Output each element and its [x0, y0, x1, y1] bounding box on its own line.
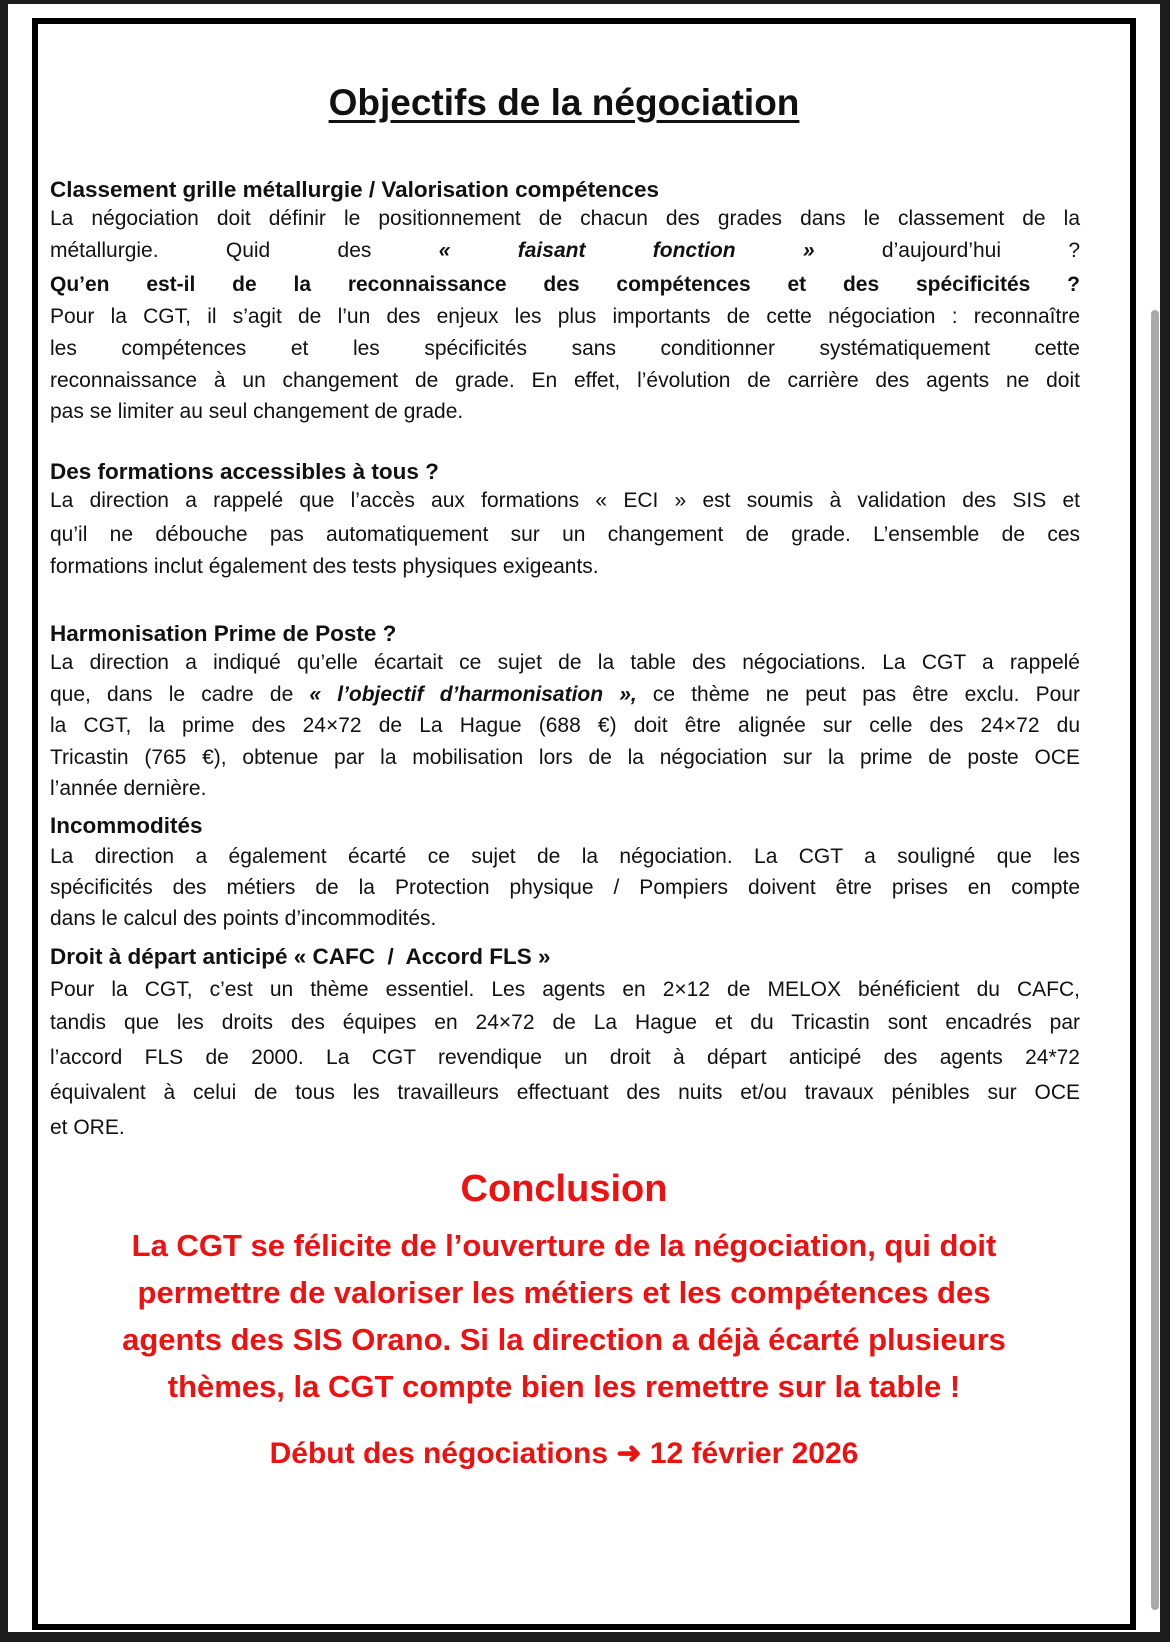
- paragraph-line: les compétences et les spécificités sans conditionner systématiquement cette: [50, 337, 1080, 360]
- date-label: Début des négociations: [269, 1437, 609, 1470]
- conclusion-line: agents des SIS Orano. Si la direction a déjà écarté plusieurs: [122, 1322, 1006, 1357]
- section-heading-prime: Harmonisation Prime de Poste ?: [50, 621, 397, 646]
- emphasis-text: « faisant fonction »: [438, 239, 815, 262]
- paragraph-line: qu’il ne débouche pas automatiquement sur un changement de grade. L’ensemble de ces: [50, 523, 1080, 546]
- paragraph-line: La direction a rappelé que l’accès aux formations « ECI » est soumis à validation des SIS et: [50, 489, 1080, 512]
- section-heading-incommodites: Incommodités: [50, 813, 203, 838]
- scrollbar[interactable]: [1151, 310, 1159, 1610]
- arrow-right-icon: ➜: [616, 1437, 642, 1470]
- paragraph-line: équivalent à celui de tous les travailleurs effectuant des nuits et/ou travaux pénibles sur OCE: [50, 1081, 1080, 1104]
- paragraph-question: Qu’en est-il de la reconnaissance des compétences et des spécificités ?: [50, 273, 1080, 296]
- paragraph-line: tandis que les droits des équipes en 24×72 de La Hague et du Tricastin sont encadrés par: [50, 1011, 1080, 1034]
- paragraph-line: dans le calcul des points d’incommodités.: [50, 907, 437, 930]
- paragraph-line: La direction a indiqué qu’elle écartait ce sujet de la table des négociations. La CGT a rappelé: [50, 651, 1080, 674]
- section-heading-depart-anticipe: Droit à départ anticipé « CAFC / Accord FLS »: [50, 944, 551, 969]
- conclusion-heading: Conclusion: [460, 1168, 668, 1210]
- section-heading-formations: Des formations accessibles à tous ?: [50, 459, 439, 484]
- text: métallurgie. Quid des: [50, 239, 439, 262]
- paragraph-line: l’accord FLS de 2000. La CGT revendique un droit à départ anticipé des agents 24*72: [50, 1046, 1080, 1069]
- text: que, dans le cadre de: [50, 683, 310, 706]
- paragraph-line: La direction a également écarté ce sujet de la négociation. La CGT a souligné que les: [50, 845, 1080, 868]
- paragraph-line: formations inclut également des tests physiques exigeants.: [50, 555, 599, 578]
- paragraph-line: Pour la CGT, c’est un thème essentiel. Les agents en 2×12 de MELOX bénéficient du CAFC,: [50, 978, 1080, 1001]
- paragraph-line: [50, 682, 1080, 708]
- text: ce thème ne peut pas être exclu. Pour: [636, 683, 1080, 706]
- conclusion-line: La CGT se félicite de l’ouverture de la négociation, qui doit: [131, 1228, 997, 1263]
- date-value: 12 février 2026: [649, 1437, 859, 1470]
- negotiation-start-date: [8, 1436, 1120, 1471]
- paragraph-line: [50, 238, 1080, 264]
- paragraph-line: pas se limiter au seul changement de grade.: [50, 400, 464, 423]
- emphasis-text: « l’objectif d’harmonisation »,: [309, 683, 637, 706]
- document-title: Objectifs de la négociation: [328, 82, 800, 123]
- document-page: [8, 4, 1160, 1632]
- text: d’aujourd’hui ?: [814, 239, 1081, 262]
- conclusion-line: thèmes, la CGT compte bien les remettre sur la table !: [167, 1369, 961, 1404]
- conclusion-line: permettre de valoriser les métiers et les compétences des: [137, 1275, 991, 1310]
- paragraph-line: Tricastin (765 €), obtenue par la mobilisation lors de la négociation sur la prime de poste OCE: [50, 746, 1080, 769]
- section-heading-classement: Classement grille métallurgie / Valorisation compétences: [50, 177, 659, 202]
- paragraph-line: la CGT, la prime des 24×72 de La Hague (688 €) doit être alignée sur celle des 24×72 du: [50, 714, 1080, 737]
- paragraph-line: Pour la CGT, il s’agit de l’un des enjeux les plus importants de cette négociation : reconnaître: [50, 305, 1080, 328]
- paragraph-line: reconnaissance à un changement de grade. En effet, l’évolution de carrière des agents ne doit: [50, 369, 1080, 392]
- paragraph-line: et ORE.: [50, 1116, 125, 1139]
- paragraph-line: spécificités des métiers de la Protection physique / Pompiers doivent être prises en compte: [50, 876, 1080, 899]
- paragraph-line: La négociation doit définir le positionnement de chacun des grades dans le classement de la: [50, 207, 1080, 230]
- paragraph-line: l’année dernière.: [50, 777, 207, 800]
